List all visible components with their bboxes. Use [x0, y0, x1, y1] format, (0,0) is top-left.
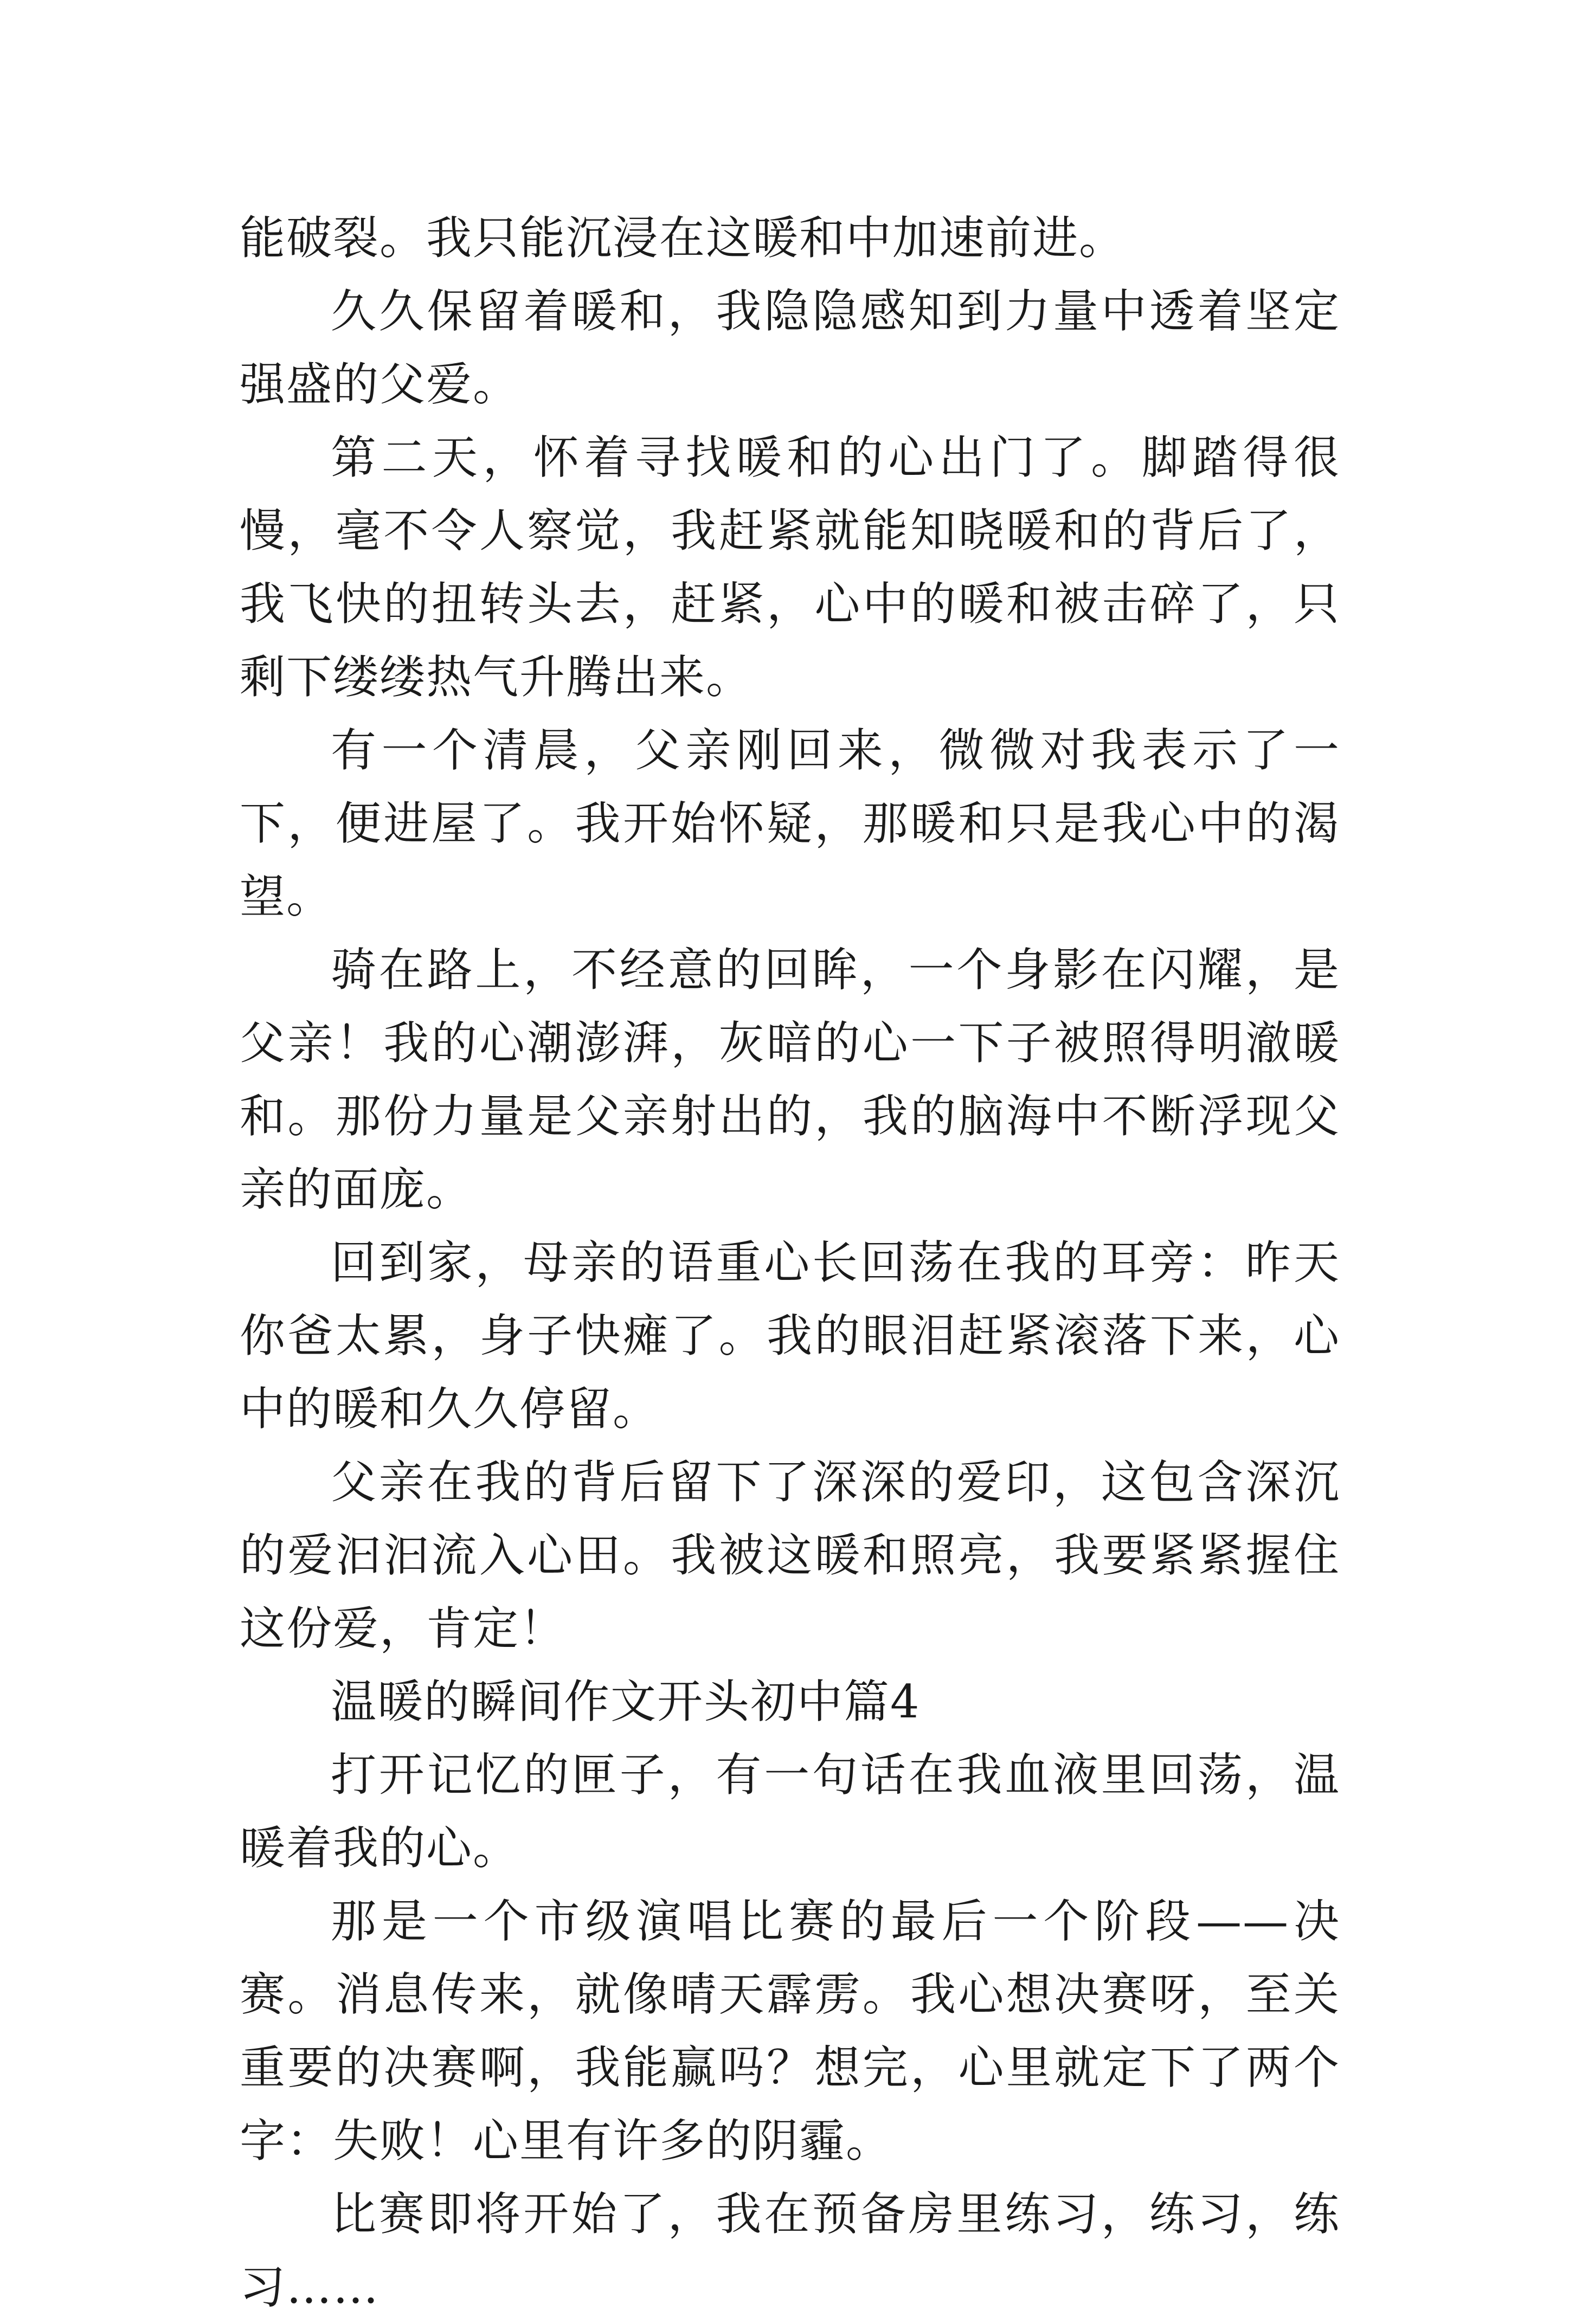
paragraph: 打开记忆的匣子，有一句话在我血液里回荡，温暖着我的心。 [240, 1748, 1340, 1875]
paragraph: 能破裂。我只能沉浸在这暖和中加速前进。 [240, 211, 1126, 265]
paragraph: 比赛即将开始了，我在预备房里练习，练习，练习…… [240, 2187, 1340, 2314]
paragraph: 回到家，母亲的语重心长回荡在我的耳旁：昨天你爸太累，身子快瘫了。我的眼泪赶紧滚落下来，心中的暖和久久停留。 [240, 1236, 1340, 1435]
paragraph: 第二天，怀着寻找暖和的心出门了。脚踏得很慢，毫不令人察觉，我赶紧就能知晓暖和的背后了，我飞快的扭转头去，赶紧，心中的暖和被击碎了，只剩下缕缕热气升腾出来。 [240, 431, 1340, 704]
paragraph: 有一个清晨，父亲刚回来，微微对我表示了一下，便进屋了。我开始怀疑，那暖和只是我心中的渴望。 [240, 724, 1340, 923]
paragraph: 久久保留着暖和，我隐隐感知到力量中透着坚定强盛的父爱。 [240, 285, 1340, 411]
paragraph: 那是一个市级演唱比赛的最后一个阶段——决赛。消息传来，就像晴天霹雳。我心想决赛呀，至关重要的决赛啊，我能赢吗？想完，心里就定下了两个字：失败！心里有许多的阴霾。 [240, 1895, 1340, 2167]
paragraph: 父亲在我的背后留下了深深的爱印，这包含深沉的爱汩汩流入心田。我被这暖和照亮，我要紧紧握住这份爱，肯定！ [240, 1456, 1340, 1655]
section-heading: 温暖的瞬间作文开头初中篇4 [331, 1675, 921, 1728]
document-body [240, 202, 1340, 2324]
paragraph: 骑在路上，不经意的回眸，一个身影在闪耀，是父亲！我的心潮澎湃，灰暗的心一下子被照得明澈暖和。那份力量是父亲射出的，我的脑海中不断浮现父亲的面庞。 [240, 943, 1340, 1216]
